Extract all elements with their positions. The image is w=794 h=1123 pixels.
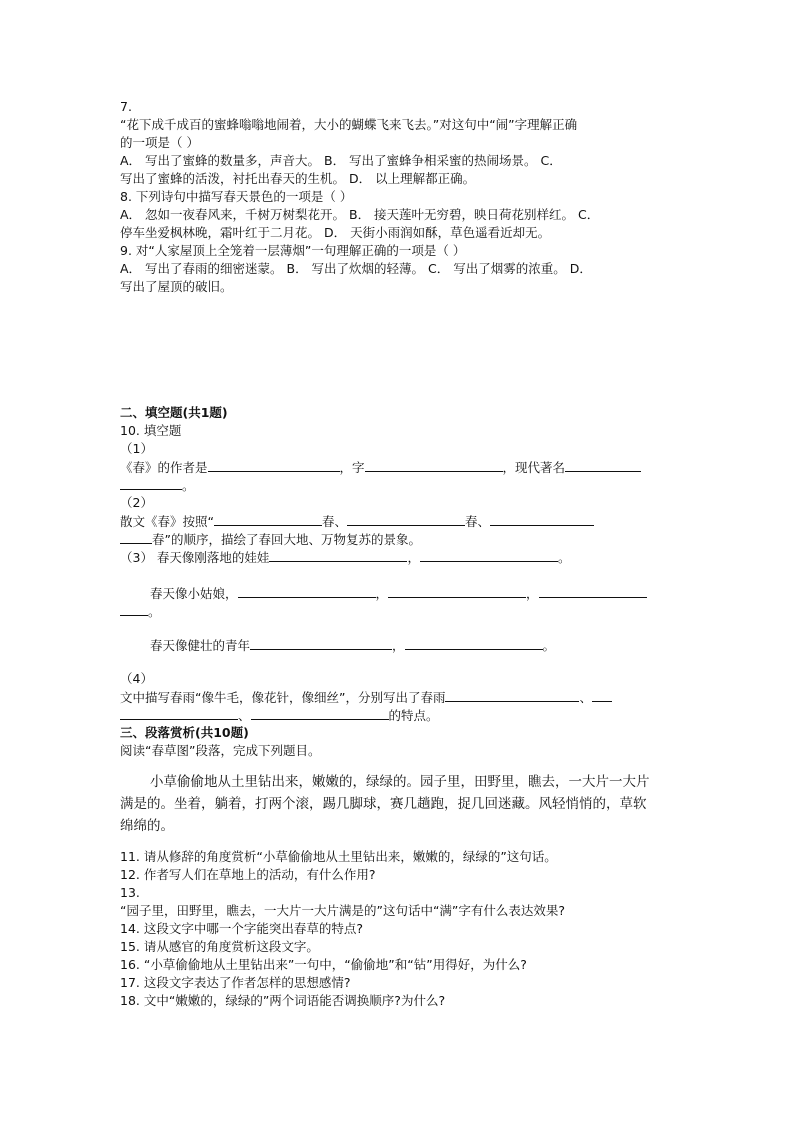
part-1-line-cont: [120, 476, 195, 495]
question-8-stem: 8. 下列诗句中描写春天景色的一项是（ ）: [120, 189, 353, 204]
part-2-text-c: 春、: [465, 514, 491, 529]
section-fill-title: 二、填空题(共1题): [120, 405, 228, 420]
question-7-stem: “花下成千成百的蜜蜂嗡嗡地闹着，大小的蝴蝶飞来飞去。”对这句中“闹”字理解正确: [120, 117, 578, 132]
part-4-sep-2: 、: [238, 708, 251, 723]
blank-youth-2[interactable]: [405, 636, 543, 650]
part-1-line: [120, 458, 641, 477]
part-3-youth-line: [150, 636, 555, 655]
part-3-girl-line: [150, 584, 647, 603]
question-17: 17. 这段文字表达了作者怎样的思想感情?: [120, 975, 351, 990]
blank-baby-1[interactable]: [269, 548, 407, 562]
part-2-text-d: 春”的顺序，描绘了春回大地、万物复苏的景象。: [152, 532, 421, 547]
question-14: 14. 这段文字中哪一个字能突出春草的特点?: [120, 921, 363, 936]
part-3-youth-comma: ，: [392, 638, 405, 653]
question-7-stem-cont: 的一项是（ ）: [120, 135, 199, 150]
part-3-end: 。: [557, 550, 571, 565]
part-1-label: （1）: [120, 441, 153, 456]
part-3-text-a: （3） 春天像刚落地的娃娃: [120, 550, 270, 565]
part-1-text-c: ，现代著名: [502, 460, 566, 475]
blank-girl-3[interactable]: [539, 584, 647, 598]
question-8-options-cont: 停车坐爱枫林晚，霜叶红于二月花。 D． 天街小雨润如酥，草色遥看近却无。: [120, 225, 551, 240]
blank-identity[interactable]: [565, 458, 641, 472]
question-13-number: 13.: [120, 885, 140, 900]
blank-spring-1[interactable]: [214, 512, 322, 526]
part-3-comma: ，: [407, 550, 420, 565]
part-3-line: [120, 548, 570, 567]
part-3-girl-end: 。: [148, 604, 161, 619]
passage-line-1: 小草偷偷地从土里钻出来，嫩嫩的，绿绿的。园子里，田野里，瞧去，一大片一大片: [150, 774, 650, 790]
blank-spring-3-cont[interactable]: [120, 530, 152, 544]
part-2-line: [120, 512, 594, 531]
part-1-text-a: 《春》的作者是: [120, 460, 208, 475]
question-13-text: “园子里，田野里，瞧去，一大片一大片满是的”这句话中“满”字有什么表达效果?: [120, 903, 566, 918]
blank-rain-3[interactable]: [251, 706, 389, 720]
question-10-title: 10. 填空题: [120, 423, 182, 438]
part-2-label: （2）: [120, 495, 153, 510]
section-analysis-title: 三、段落赏析(共10题): [120, 725, 249, 740]
blank-rain-1[interactable]: [445, 688, 579, 702]
part-3-girl-text: 春天像小姑娘，: [150, 586, 238, 601]
question-11: 11. 请从修辞的角度赏析“小草偷偷地从土里钻出来，嫩嫩的，绿绿的”这句话。: [120, 849, 557, 864]
blank-rain-2-cont[interactable]: [120, 706, 238, 720]
part-3-youth-text: 春天像健壮的青年: [150, 638, 251, 653]
blank-baby-2[interactable]: [420, 548, 558, 562]
passage-line-2: 满是的。坐着，躺着，打两个滚，踢几脚球，赛几趟跑，捉几回迷藏。风轻悄悄的，草软: [120, 796, 647, 812]
part-3-youth-end: 。: [542, 638, 556, 653]
part-4-label: （4）: [120, 671, 153, 686]
question-12: 12. 作者写人们在草地上的活动，有什么作用?: [120, 867, 376, 882]
blank-identity-cont[interactable]: [120, 476, 182, 490]
analysis-intro: 阅读“春草图”段落，完成下列题目。: [120, 743, 321, 758]
part-3-girl-comma-2: ，: [526, 586, 539, 601]
part-1-end: 。: [182, 478, 195, 493]
question-7-options: A． 写出了蜜蜂的数量多，声音大。 B． 写出了蜜蜂争相采蜜的热闹场景。 C．: [120, 153, 562, 168]
question-18: 18. 文中“嫩嫩的，绿绿的”两个词语能否调换顺序?为什么?: [120, 993, 446, 1008]
blank-spring-3[interactable]: [490, 512, 594, 526]
question-16: 16. “小草偷偷地从土里钻出来”一句中，“偷偷地”和“钻”用得好，为什么?: [120, 957, 527, 972]
question-7-options-cont: 写出了蜜蜂的活泼，衬托出春天的生机。 D． 以上理解都正确。: [120, 171, 476, 186]
question-9-options: A． 写出了春雨的细密迷蒙。 B． 写出了炊烟的轻薄。 C． 写出了烟雾的浓重。 D．: [120, 261, 592, 276]
part-2-line-cont: [120, 530, 421, 549]
part-4-text-a: 文中描写春雨“像牛毛，像花针，像细丝”，分别写出了春雨: [120, 690, 446, 705]
passage-line-3: 绵绵的。: [120, 818, 174, 834]
part-3-girl-line-cont: [120, 602, 161, 621]
part-3-girl-comma-1: ，: [375, 586, 389, 601]
part-2-text-a: 散文《春》按照“: [120, 514, 214, 529]
question-8-options: A． 忽如一夜春风来，千树万树梨花开。 B． 接天莲叶无穷碧，映日荷花别样红。 C．: [120, 207, 600, 222]
blank-youth-1[interactable]: [250, 636, 392, 650]
blank-girl-2[interactable]: [388, 584, 526, 598]
question-7-number: 7.: [120, 99, 132, 114]
blank-spring-2[interactable]: [347, 512, 465, 526]
question-9-options-cont: 写出了屋顶的破旧。: [120, 279, 233, 294]
part-4-sep-1: 、: [579, 690, 592, 705]
part-2-text-b: 春、: [321, 514, 347, 529]
blank-courtesy-name[interactable]: [365, 458, 503, 472]
blank-girl-1[interactable]: [238, 584, 376, 598]
part-4-end: 的特点。: [388, 708, 439, 723]
part-4-line: [120, 688, 612, 707]
part-1-text-b: ，字: [339, 460, 365, 475]
blank-author[interactable]: [208, 458, 340, 472]
part-4-line-cont: [120, 706, 439, 725]
blank-rain-2[interactable]: [592, 688, 612, 702]
blank-girl-3-cont[interactable]: [120, 602, 148, 616]
question-15: 15. 请从感官的角度赏析这段文字。: [120, 939, 319, 954]
question-9-stem: 9. 对“人家屋顶上全笼着一层薄烟”一句理解正确的一项是（ ）: [120, 243, 466, 258]
